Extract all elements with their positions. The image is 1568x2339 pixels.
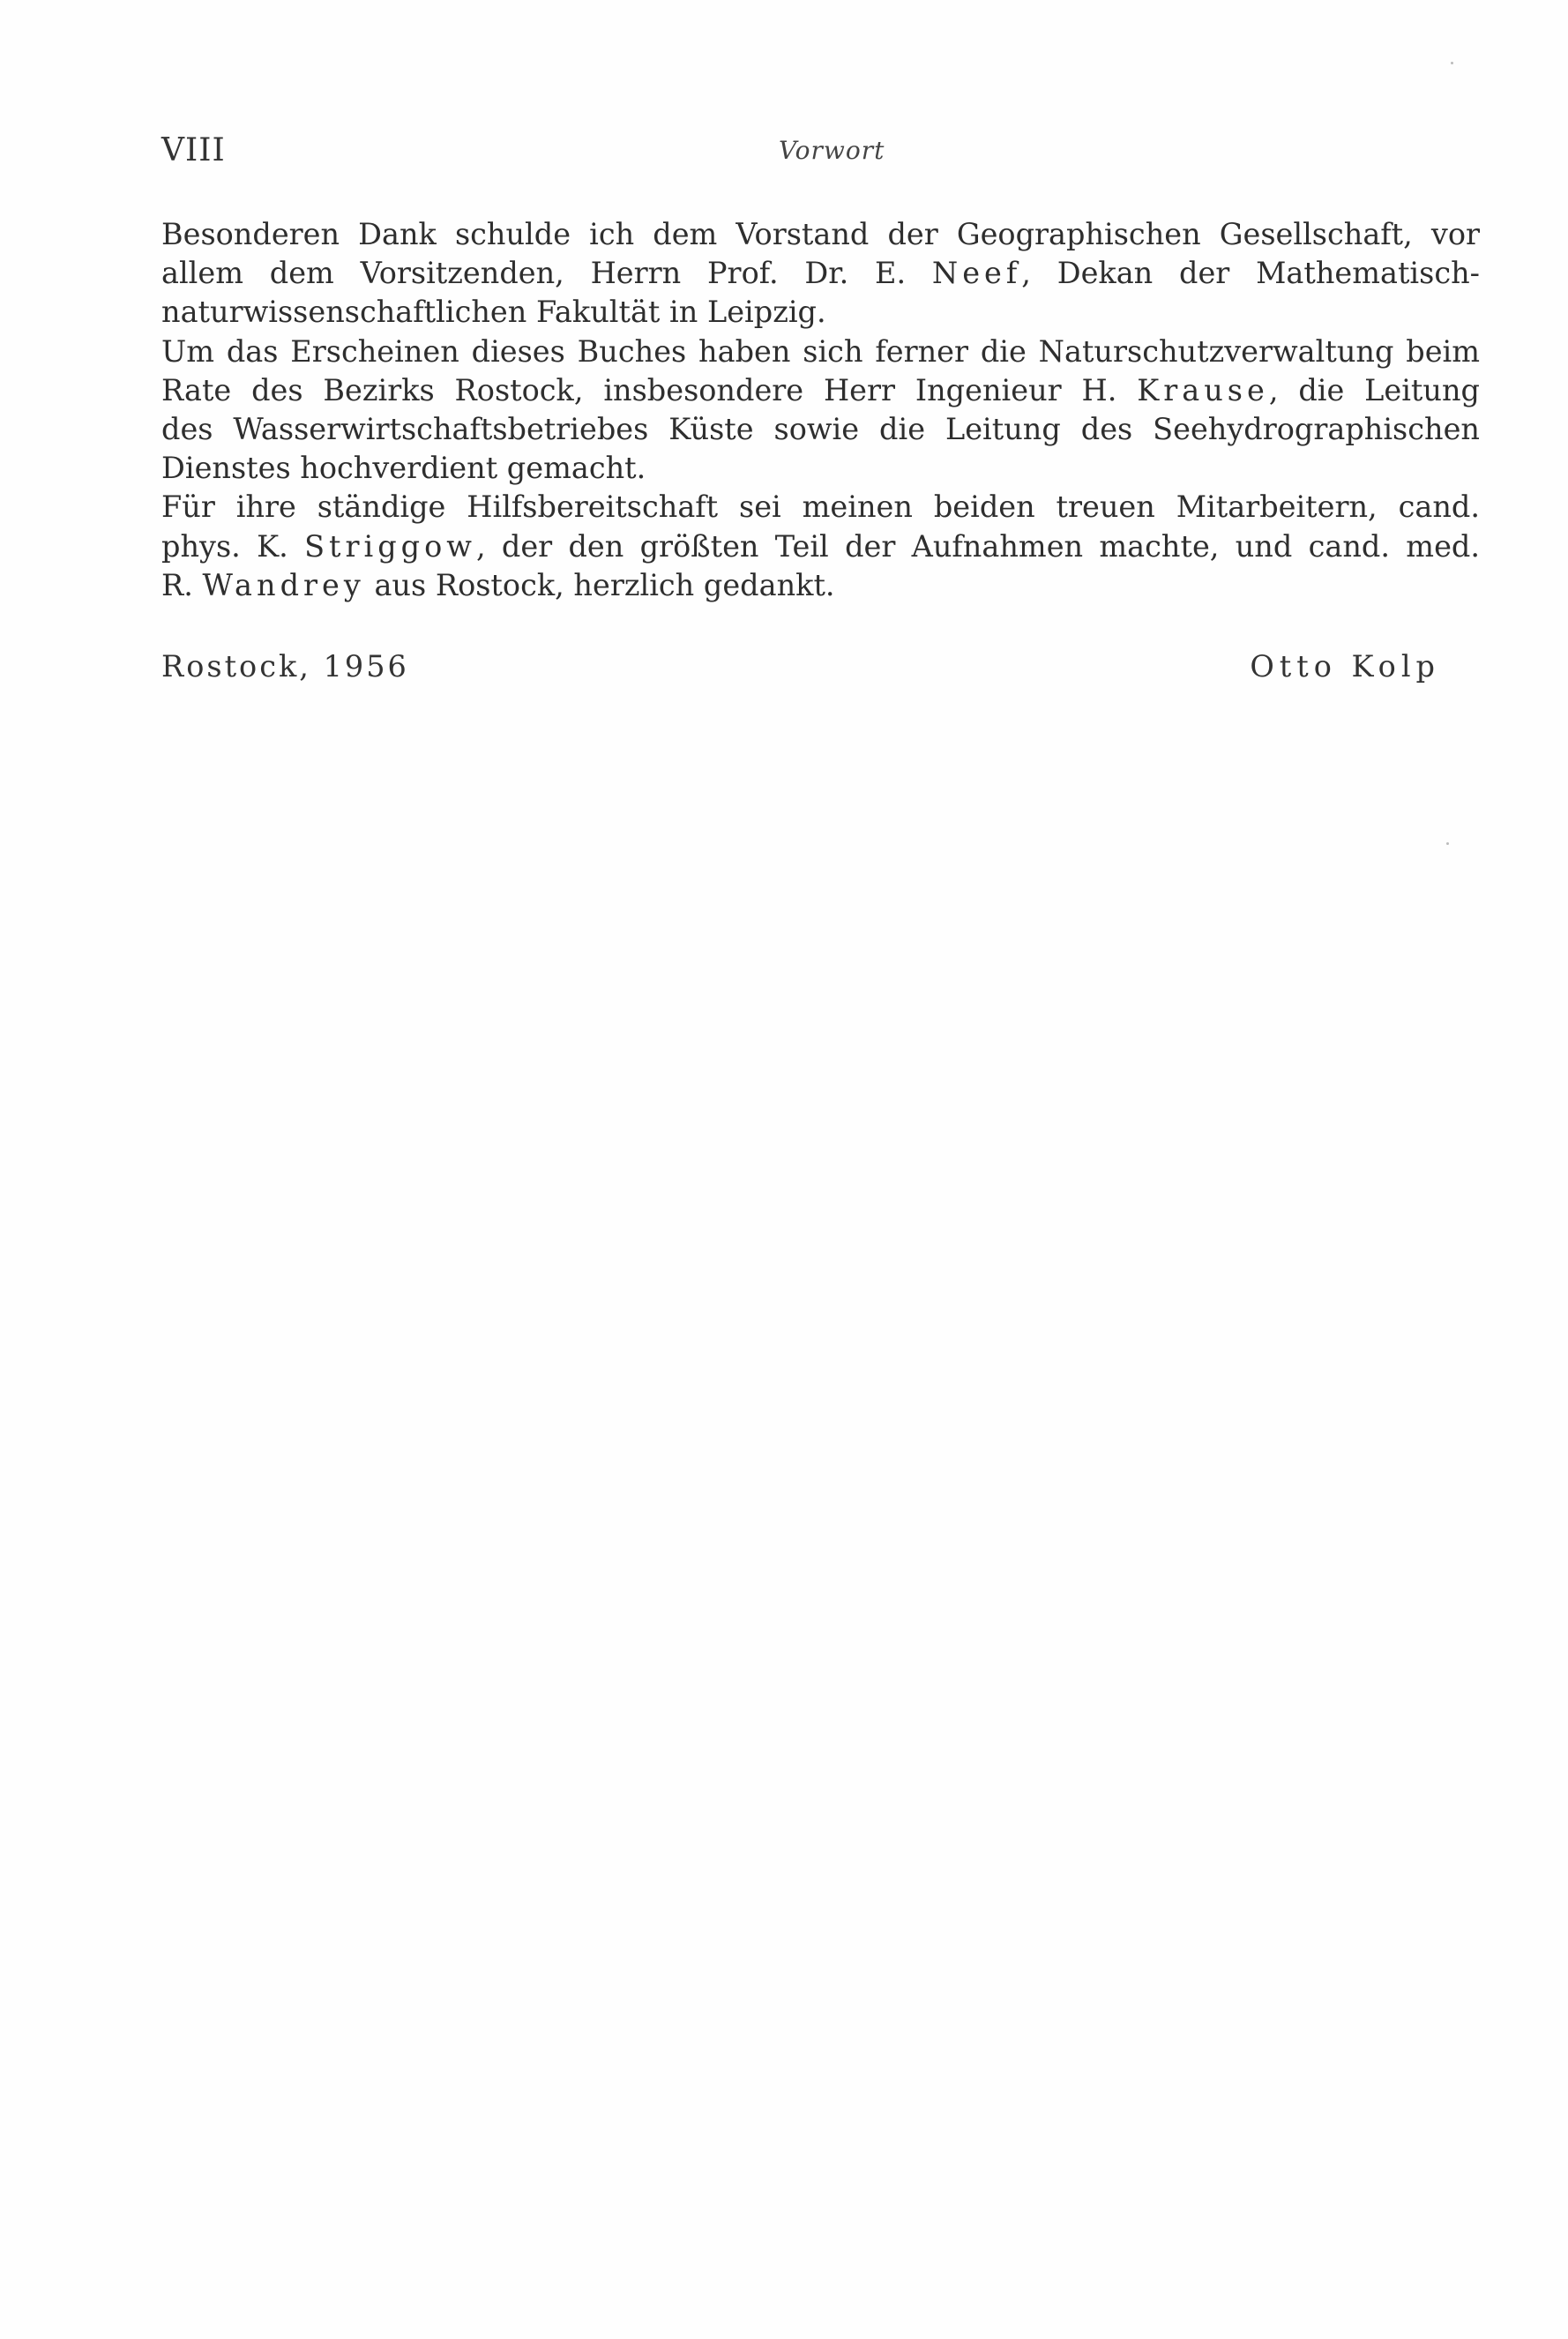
text-line: des Wasserwirtschaftsbetriebes Küste sowie die Leitung des Seehydrographischen: [161, 412, 1480, 447]
author-name: Otto Kolp: [1250, 649, 1440, 684]
paper-speck: [1451, 62, 1453, 64]
spaced-name: Krause: [1137, 372, 1269, 407]
running-head: [161, 132, 1480, 176]
text-line: R. Wandrey aus Rostock, herzlich gedankt.: [161, 567, 835, 602]
spaced-name: Striggow: [304, 528, 476, 564]
text-line: Besonderen Dank schulde ich dem Vorstand der Geographischen Gesellschaft, vor: [161, 217, 1480, 251]
spaced-name: Neef: [931, 256, 1022, 291]
text-line: Rate des Bezirks Rostock, insbesondere Herr Ingenieur H. Krause, die Leitung: [161, 372, 1480, 407]
text-line: allem dem Vorsitzenden, Herrn Prof. Dr. E. Neef, Dekan der Mathematisch-: [161, 256, 1480, 291]
place-date: Rostock, 1956: [161, 649, 409, 684]
text-line: phys. K. Striggow, der den größten Teil der Aufnahmen machte, und cand. med.: [161, 528, 1480, 564]
text-line: Um das Erscheinen dieses Buches haben sich ferner die Naturschutzverwaltung beim: [161, 333, 1480, 369]
paper-speck: [1446, 842, 1449, 845]
running-title: Vorwort: [779, 136, 885, 165]
signature-block: [161, 649, 1440, 693]
text-line: Für ihre ständige Hilfsbereitschaft sei meinen beiden treuen Mitarbeitern, cand.: [161, 489, 1480, 525]
text-line: naturwissenschaftlichen Fakultät in Leipzig.: [161, 295, 826, 330]
body-text: [161, 215, 1480, 605]
text-line: Dienstes hochverdient gemacht.: [161, 451, 646, 486]
page-number: VIII: [161, 132, 226, 168]
spaced-name: Wandrey: [202, 567, 365, 602]
